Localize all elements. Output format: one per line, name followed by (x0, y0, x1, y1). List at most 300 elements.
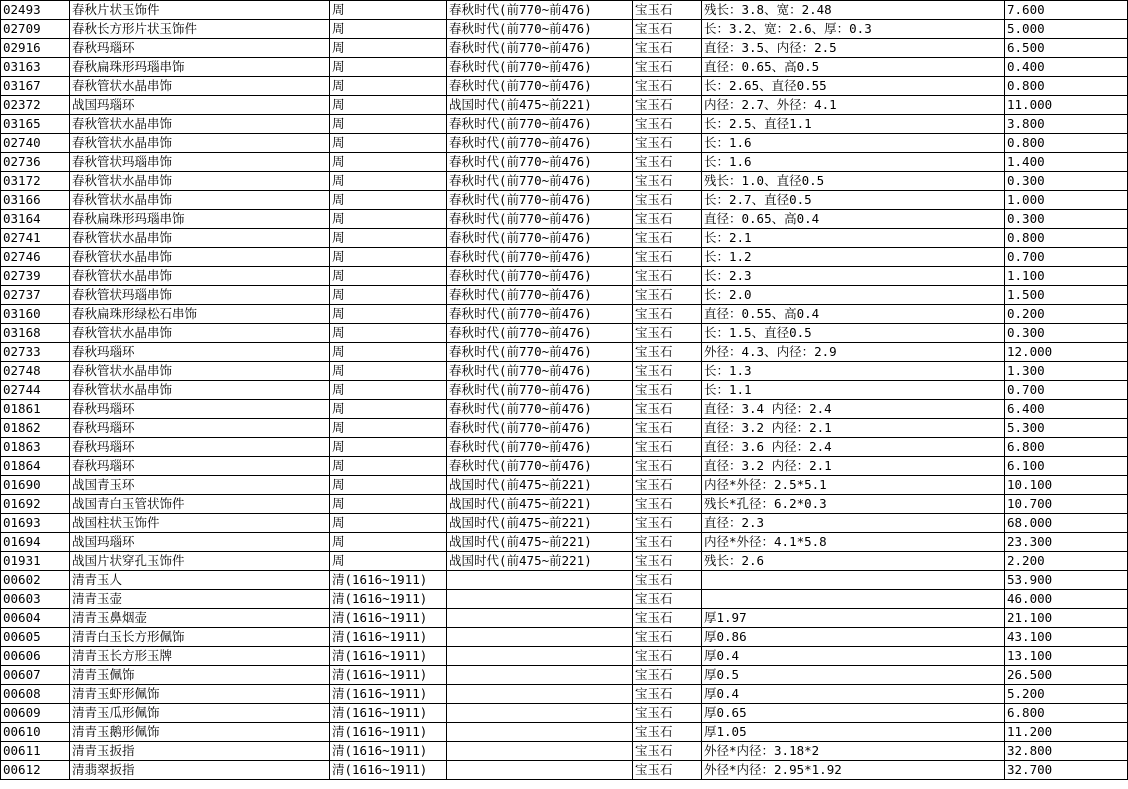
item-name-cell: 春秋玛瑙环 (70, 343, 330, 362)
table-row (1, 742, 1128, 761)
item-id-cell: 03168 (1, 324, 70, 343)
item-id-cell: 01861 (1, 400, 70, 419)
period-cell: 春秋时代(前770~前476) (447, 248, 633, 267)
item-name-cell: 战国玛瑙环 (70, 533, 330, 552)
item-name-cell: 战国片状穿孔玉饰件 (70, 552, 330, 571)
weight-cell: 53.900 (1005, 571, 1128, 590)
weight-cell: 6.400 (1005, 400, 1128, 419)
item-name-cell: 春秋管状水晶串饰 (70, 381, 330, 400)
period-cell (447, 704, 633, 723)
item-name-cell: 春秋管状水晶串饰 (70, 324, 330, 343)
table-row (1, 191, 1128, 210)
dynasty-cell: 周 (330, 495, 447, 514)
period-cell: 春秋时代(前770~前476) (447, 172, 633, 191)
period-cell (447, 761, 633, 780)
item-name-cell: 春秋管状水晶串饰 (70, 77, 330, 96)
period-cell: 战国时代(前475~前221) (447, 495, 633, 514)
dynasty-cell: 清(1616~1911) (330, 685, 447, 704)
table-row (1, 381, 1128, 400)
item-id-cell: 00609 (1, 704, 70, 723)
item-id-cell: 00610 (1, 723, 70, 742)
item-name-cell: 春秋管状水晶串饰 (70, 172, 330, 191)
category-cell: 宝玉石 (633, 647, 702, 666)
item-id-cell: 03165 (1, 115, 70, 134)
category-cell: 宝玉石 (633, 628, 702, 647)
table-row (1, 248, 1128, 267)
weight-cell: 5.200 (1005, 685, 1128, 704)
item-id-cell: 02737 (1, 286, 70, 305)
item-name-cell: 春秋扁珠形玛瑙串饰 (70, 58, 330, 77)
item-id-cell: 01863 (1, 438, 70, 457)
dynasty-cell: 周 (330, 229, 447, 248)
dynasty-cell: 周 (330, 552, 447, 571)
weight-cell: 6.500 (1005, 39, 1128, 58)
category-cell: 宝玉石 (633, 210, 702, 229)
category-cell: 宝玉石 (633, 571, 702, 590)
weight-cell: 10.100 (1005, 476, 1128, 495)
dynasty-cell: 周 (330, 400, 447, 419)
table-row (1, 324, 1128, 343)
item-id-cell: 02739 (1, 267, 70, 286)
table-row (1, 305, 1128, 324)
dimensions-cell: 残长：1.0、直径0.5 (702, 172, 1005, 191)
item-id-cell: 00603 (1, 590, 70, 609)
dimensions-cell: 长：2.5、直径1.1 (702, 115, 1005, 134)
weight-cell: 68.000 (1005, 514, 1128, 533)
period-cell: 战国时代(前475~前221) (447, 96, 633, 115)
item-name-cell: 清青玉鹅形佩饰 (70, 723, 330, 742)
item-id-cell: 02736 (1, 153, 70, 172)
period-cell: 春秋时代(前770~前476) (447, 210, 633, 229)
period-cell (447, 590, 633, 609)
dynasty-cell: 周 (330, 248, 447, 267)
item-name-cell: 战国青白玉管状饰件 (70, 495, 330, 514)
period-cell: 战国时代(前475~前221) (447, 514, 633, 533)
table-row (1, 20, 1128, 39)
category-cell: 宝玉石 (633, 115, 702, 134)
table-row (1, 761, 1128, 780)
category-cell: 宝玉石 (633, 761, 702, 780)
item-id-cell: 03163 (1, 58, 70, 77)
weight-cell: 11.200 (1005, 723, 1128, 742)
dynasty-cell: 周 (330, 343, 447, 362)
category-cell: 宝玉石 (633, 419, 702, 438)
item-name-cell: 春秋玛瑙环 (70, 457, 330, 476)
dimensions-cell: 长：1.1 (702, 381, 1005, 400)
weight-cell: 26.500 (1005, 666, 1128, 685)
item-name-cell: 清青玉长方形玉牌 (70, 647, 330, 666)
dimensions-cell: 直径：0.65、高0.4 (702, 210, 1005, 229)
period-cell: 春秋时代(前770~前476) (447, 305, 633, 324)
period-cell: 春秋时代(前770~前476) (447, 39, 633, 58)
period-cell: 春秋时代(前770~前476) (447, 438, 633, 457)
table-row (1, 115, 1128, 134)
item-id-cell: 01862 (1, 419, 70, 438)
weight-cell: 2.200 (1005, 552, 1128, 571)
category-cell: 宝玉石 (633, 609, 702, 628)
weight-cell: 23.300 (1005, 533, 1128, 552)
dimensions-cell (702, 590, 1005, 609)
item-id-cell: 02740 (1, 134, 70, 153)
period-cell: 春秋时代(前770~前476) (447, 324, 633, 343)
dimensions-cell: 厚0.65 (702, 704, 1005, 723)
period-cell (447, 609, 633, 628)
weight-cell: 0.800 (1005, 229, 1128, 248)
dynasty-cell: 周 (330, 153, 447, 172)
period-cell: 春秋时代(前770~前476) (447, 20, 633, 39)
dimensions-cell: 厚1.05 (702, 723, 1005, 742)
weight-cell: 0.700 (1005, 381, 1128, 400)
period-cell: 春秋时代(前770~前476) (447, 343, 633, 362)
table-row (1, 172, 1128, 191)
table-row (1, 77, 1128, 96)
dimensions-cell (702, 571, 1005, 590)
category-cell: 宝玉石 (633, 229, 702, 248)
category-cell: 宝玉石 (633, 590, 702, 609)
dimensions-cell: 残长：2.6 (702, 552, 1005, 571)
dimensions-cell: 直径：2.3 (702, 514, 1005, 533)
dynasty-cell: 周 (330, 58, 447, 77)
table-row (1, 533, 1128, 552)
table-row (1, 666, 1128, 685)
category-cell: 宝玉石 (633, 267, 702, 286)
dynasty-cell: 周 (330, 20, 447, 39)
table-row (1, 514, 1128, 533)
dimensions-cell: 长：3.2、宽：2.6、厚：0.3 (702, 20, 1005, 39)
dynasty-cell: 清(1616~1911) (330, 723, 447, 742)
weight-cell: 12.000 (1005, 343, 1128, 362)
dynasty-cell: 周 (330, 438, 447, 457)
period-cell: 春秋时代(前770~前476) (447, 457, 633, 476)
weight-cell: 0.200 (1005, 305, 1128, 324)
period-cell: 春秋时代(前770~前476) (447, 267, 633, 286)
item-name-cell: 春秋管状水晶串饰 (70, 362, 330, 381)
table-row (1, 286, 1128, 305)
item-name-cell: 春秋管状水晶串饰 (70, 134, 330, 153)
category-cell: 宝玉石 (633, 134, 702, 153)
dimensions-cell: 内径*外径：2.5*5.1 (702, 476, 1005, 495)
dynasty-cell: 周 (330, 324, 447, 343)
weight-cell: 5.300 (1005, 419, 1128, 438)
weight-cell: 6.800 (1005, 438, 1128, 457)
dynasty-cell: 周 (330, 77, 447, 96)
dynasty-cell: 周 (330, 457, 447, 476)
category-cell: 宝玉石 (633, 381, 702, 400)
dimensions-cell: 长：1.3 (702, 362, 1005, 381)
item-name-cell: 清青玉虾形佩饰 (70, 685, 330, 704)
period-cell (447, 742, 633, 761)
dynasty-cell: 周 (330, 286, 447, 305)
item-id-cell: 00611 (1, 742, 70, 761)
weight-cell: 0.700 (1005, 248, 1128, 267)
item-id-cell: 03172 (1, 172, 70, 191)
item-id-cell: 02709 (1, 20, 70, 39)
period-cell: 春秋时代(前770~前476) (447, 362, 633, 381)
dimensions-cell: 长：2.65、直径0.55 (702, 77, 1005, 96)
category-cell: 宝玉石 (633, 742, 702, 761)
dimensions-cell: 长：2.1 (702, 229, 1005, 248)
category-cell: 宝玉石 (633, 20, 702, 39)
category-cell: 宝玉石 (633, 324, 702, 343)
dimensions-cell: 直径：0.55、高0.4 (702, 305, 1005, 324)
table-row (1, 647, 1128, 666)
item-id-cell: 00606 (1, 647, 70, 666)
category-cell: 宝玉石 (633, 172, 702, 191)
weight-cell: 0.300 (1005, 172, 1128, 191)
period-cell (447, 666, 633, 685)
category-cell: 宝玉石 (633, 685, 702, 704)
weight-cell: 10.700 (1005, 495, 1128, 514)
table-row (1, 628, 1128, 647)
table-row (1, 400, 1128, 419)
item-id-cell: 01693 (1, 514, 70, 533)
period-cell: 战国时代(前475~前221) (447, 476, 633, 495)
category-cell: 宝玉石 (633, 96, 702, 115)
category-cell: 宝玉石 (633, 153, 702, 172)
table-row (1, 419, 1128, 438)
category-cell: 宝玉石 (633, 438, 702, 457)
table-row (1, 229, 1128, 248)
item-id-cell: 00605 (1, 628, 70, 647)
item-id-cell: 02748 (1, 362, 70, 381)
item-id-cell: 01694 (1, 533, 70, 552)
item-name-cell: 春秋管状水晶串饰 (70, 248, 330, 267)
weight-cell: 32.700 (1005, 761, 1128, 780)
weight-cell: 0.800 (1005, 134, 1128, 153)
item-id-cell: 00607 (1, 666, 70, 685)
weight-cell: 1.400 (1005, 153, 1128, 172)
dimensions-cell: 厚0.4 (702, 685, 1005, 704)
dimensions-cell: 外径：4.3、内径：2.9 (702, 343, 1005, 362)
item-name-cell: 清青玉扳指 (70, 742, 330, 761)
item-id-cell: 02746 (1, 248, 70, 267)
table-row (1, 210, 1128, 229)
dimensions-cell: 长：2.0 (702, 286, 1005, 305)
item-id-cell: 03160 (1, 305, 70, 324)
dynasty-cell: 清(1616~1911) (330, 609, 447, 628)
item-name-cell: 春秋扁珠形玛瑙串饰 (70, 210, 330, 229)
item-id-cell: 01692 (1, 495, 70, 514)
period-cell: 春秋时代(前770~前476) (447, 58, 633, 77)
item-name-cell: 春秋长方形片状玉饰件 (70, 20, 330, 39)
period-cell: 春秋时代(前770~前476) (447, 191, 633, 210)
item-name-cell: 春秋管状水晶串饰 (70, 191, 330, 210)
dimensions-cell: 直径：0.65、高0.5 (702, 58, 1005, 77)
category-cell: 宝玉石 (633, 58, 702, 77)
dimensions-cell: 外径*内径：3.18*2 (702, 742, 1005, 761)
dimensions-cell: 残长：3.8、宽：2.48 (702, 1, 1005, 20)
weight-cell: 0.300 (1005, 324, 1128, 343)
dimensions-cell: 长：2.3 (702, 267, 1005, 286)
category-cell: 宝玉石 (633, 286, 702, 305)
dimensions-cell: 厚0.5 (702, 666, 1005, 685)
table-row (1, 39, 1128, 58)
dimensions-cell: 内径*外径：4.1*5.8 (702, 533, 1005, 552)
dynasty-cell: 清(1616~1911) (330, 761, 447, 780)
period-cell: 春秋时代(前770~前476) (447, 286, 633, 305)
item-id-cell: 02372 (1, 96, 70, 115)
item-name-cell: 春秋管状玛瑙串饰 (70, 153, 330, 172)
weight-cell: 5.000 (1005, 20, 1128, 39)
dimensions-cell: 直径：3.2 内径：2.1 (702, 419, 1005, 438)
table-row (1, 362, 1128, 381)
weight-cell: 0.300 (1005, 210, 1128, 229)
item-id-cell: 02744 (1, 381, 70, 400)
dimensions-cell: 外径*内径：2.95*1.92 (702, 761, 1005, 780)
table-row (1, 476, 1128, 495)
table-row (1, 590, 1128, 609)
table-row (1, 58, 1128, 77)
item-name-cell: 春秋玛瑙环 (70, 419, 330, 438)
item-name-cell: 清青玉人 (70, 571, 330, 590)
period-cell: 春秋时代(前770~前476) (447, 1, 633, 20)
dimensions-cell: 长：2.7、直径0.5 (702, 191, 1005, 210)
item-id-cell: 00602 (1, 571, 70, 590)
period-cell (447, 723, 633, 742)
item-id-cell: 01931 (1, 552, 70, 571)
category-cell: 宝玉石 (633, 191, 702, 210)
item-name-cell: 清青玉佩饰 (70, 666, 330, 685)
dynasty-cell: 周 (330, 533, 447, 552)
category-cell: 宝玉石 (633, 666, 702, 685)
dimensions-cell: 残长*孔径：6.2*0.3 (702, 495, 1005, 514)
dynasty-cell: 周 (330, 514, 447, 533)
table-row (1, 704, 1128, 723)
item-name-cell: 春秋片状玉饰件 (70, 1, 330, 20)
dimensions-cell: 直径：3.4 内径：2.4 (702, 400, 1005, 419)
period-cell: 战国时代(前475~前221) (447, 533, 633, 552)
dynasty-cell: 周 (330, 96, 447, 115)
table-row (1, 685, 1128, 704)
table-row (1, 552, 1128, 571)
dynasty-cell: 清(1616~1911) (330, 742, 447, 761)
dynasty-cell: 周 (330, 191, 447, 210)
period-cell: 春秋时代(前770~前476) (447, 400, 633, 419)
category-cell: 宝玉石 (633, 343, 702, 362)
item-id-cell: 00608 (1, 685, 70, 704)
item-name-cell: 春秋玛瑙环 (70, 400, 330, 419)
item-name-cell: 春秋管状水晶串饰 (70, 115, 330, 134)
period-cell: 春秋时代(前770~前476) (447, 229, 633, 248)
category-cell: 宝玉石 (633, 305, 702, 324)
table-row (1, 571, 1128, 590)
table-row (1, 609, 1128, 628)
item-name-cell: 春秋管状水晶串饰 (70, 229, 330, 248)
category-cell: 宝玉石 (633, 552, 702, 571)
dynasty-cell: 周 (330, 381, 447, 400)
item-id-cell: 03166 (1, 191, 70, 210)
dynasty-cell: 周 (330, 115, 447, 134)
table-row (1, 457, 1128, 476)
dimensions-cell: 内径：2.7、外径：4.1 (702, 96, 1005, 115)
table-row (1, 153, 1128, 172)
dimensions-cell: 长：1.2 (702, 248, 1005, 267)
dynasty-cell: 周 (330, 39, 447, 58)
weight-cell: 1.300 (1005, 362, 1128, 381)
category-cell: 宝玉石 (633, 457, 702, 476)
table-row (1, 1, 1128, 20)
period-cell (447, 685, 633, 704)
dynasty-cell: 清(1616~1911) (330, 666, 447, 685)
weight-cell: 11.000 (1005, 96, 1128, 115)
table-row (1, 343, 1128, 362)
dynasty-cell: 清(1616~1911) (330, 571, 447, 590)
weight-cell: 1.100 (1005, 267, 1128, 286)
period-cell: 战国时代(前475~前221) (447, 552, 633, 571)
item-name-cell: 战国青玉环 (70, 476, 330, 495)
dynasty-cell: 周 (330, 210, 447, 229)
category-cell: 宝玉石 (633, 533, 702, 552)
item-id-cell: 00604 (1, 609, 70, 628)
item-id-cell: 02916 (1, 39, 70, 58)
table-row (1, 438, 1128, 457)
item-name-cell: 春秋管状玛瑙串饰 (70, 286, 330, 305)
dynasty-cell: 周 (330, 1, 447, 20)
dimensions-cell: 长：1.6 (702, 153, 1005, 172)
table-row (1, 96, 1128, 115)
period-cell: 春秋时代(前770~前476) (447, 153, 633, 172)
dimensions-cell: 长：1.5、直径0.5 (702, 324, 1005, 343)
category-cell: 宝玉石 (633, 514, 702, 533)
weight-cell: 46.000 (1005, 590, 1128, 609)
period-cell: 春秋时代(前770~前476) (447, 381, 633, 400)
item-name-cell: 春秋玛瑙环 (70, 39, 330, 58)
weight-cell: 6.100 (1005, 457, 1128, 476)
item-id-cell: 01864 (1, 457, 70, 476)
artifact-table-body (1, 1, 1128, 780)
dynasty-cell: 清(1616~1911) (330, 647, 447, 666)
item-name-cell: 战国玛瑙环 (70, 96, 330, 115)
weight-cell: 1.000 (1005, 191, 1128, 210)
item-name-cell: 清青白玉长方形佩饰 (70, 628, 330, 647)
period-cell (447, 571, 633, 590)
period-cell: 春秋时代(前770~前476) (447, 115, 633, 134)
item-name-cell: 战国柱状玉饰件 (70, 514, 330, 533)
table-row (1, 723, 1128, 742)
dimensions-cell: 直径：3.2 内径：2.1 (702, 457, 1005, 476)
table-row (1, 267, 1128, 286)
item-id-cell: 02493 (1, 1, 70, 20)
category-cell: 宝玉石 (633, 1, 702, 20)
weight-cell: 0.800 (1005, 77, 1128, 96)
dimensions-cell: 厚1.97 (702, 609, 1005, 628)
dynasty-cell: 周 (330, 267, 447, 286)
category-cell: 宝玉石 (633, 77, 702, 96)
weight-cell: 32.800 (1005, 742, 1128, 761)
weight-cell: 7.600 (1005, 1, 1128, 20)
category-cell: 宝玉石 (633, 476, 702, 495)
period-cell: 春秋时代(前770~前476) (447, 77, 633, 96)
weight-cell: 43.100 (1005, 628, 1128, 647)
weight-cell: 1.500 (1005, 286, 1128, 305)
category-cell: 宝玉石 (633, 39, 702, 58)
dynasty-cell: 周 (330, 305, 447, 324)
item-id-cell: 02733 (1, 343, 70, 362)
category-cell: 宝玉石 (633, 495, 702, 514)
item-id-cell: 01690 (1, 476, 70, 495)
dynasty-cell: 清(1616~1911) (330, 704, 447, 723)
table-row (1, 134, 1128, 153)
item-name-cell: 清青玉壶 (70, 590, 330, 609)
item-name-cell: 清翡翠扳指 (70, 761, 330, 780)
category-cell: 宝玉石 (633, 400, 702, 419)
item-name-cell: 清青玉鼻烟壶 (70, 609, 330, 628)
item-name-cell: 春秋管状水晶串饰 (70, 267, 330, 286)
dimensions-cell: 厚0.4 (702, 647, 1005, 666)
item-name-cell: 春秋扁珠形绿松石串饰 (70, 305, 330, 324)
dimensions-cell: 厚0.86 (702, 628, 1005, 647)
dimensions-cell: 直径：3.5、内径：2.5 (702, 39, 1005, 58)
